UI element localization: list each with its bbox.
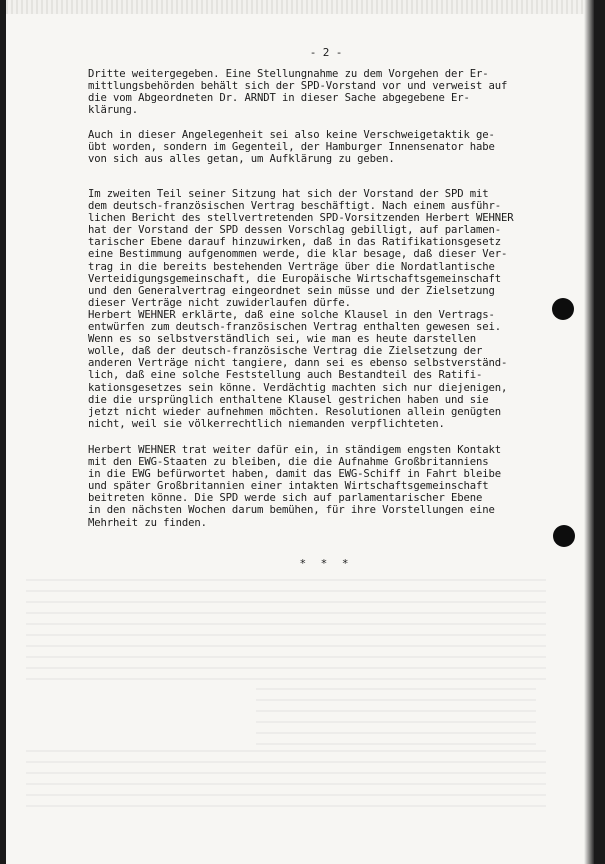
- paragraph: [88, 309, 564, 430]
- text-line: und später Großbritannien einer intakten Wirtschaftsgemeinschaft: [88, 480, 489, 493]
- bleed-through-text: [26, 570, 546, 680]
- page-edge-shadow: [584, 0, 594, 864]
- punch-hole-icon: [552, 298, 574, 320]
- text-line: Auch in dieser Angelegenheit sei also keine Verschweigetaktik ge-: [88, 129, 495, 141]
- text-line: in die EWG befürwortet haben, damit das EWG-Schiff in Fahrt bleibe: [88, 468, 502, 481]
- text-line: beitreten könne. Die SPD werde sich auf parlamentarischer Ebene: [88, 492, 483, 505]
- paragraph: [88, 444, 564, 529]
- text-line: dem deutsch-französischen Vertrag beschäftigt. Nach einem ausführ-: [88, 200, 502, 213]
- document-page: [6, 0, 594, 864]
- text-line: mit den EWG-Staaten zu bleiben, die die Aufnahme Großbritanniens: [88, 456, 489, 469]
- text-line: Mehrheit zu finden.: [88, 516, 207, 529]
- text-line: übt worden, sondern im Gegenteil, der Hamburger Innensenator habe: [88, 141, 495, 154]
- text-line: Herbert WEHNER trat weiter dafür ein, in ständigem engsten Kontakt: [88, 444, 502, 456]
- text-line: nicht, weil sie völkerrechtlich niemanden verpflichteten.: [88, 417, 445, 430]
- text-line: wolle, daß der deutsch-französische Vertrag die Zielsetzung der: [88, 345, 483, 358]
- page-number: - 2 -: [309, 46, 343, 59]
- paragraph: [88, 129, 564, 165]
- text-line: kationsgesetzes sein könne. Verdächtig machten sich nur diejenigen,: [88, 381, 508, 394]
- text-line: dieser Verträge nicht zuwiderlaufen dürfe.: [88, 296, 351, 309]
- text-line: Herbert WEHNER erklärte, daß eine solche Klausel in den Vertrags-: [88, 309, 495, 321]
- text-line: Verteidigungsgemeinschaft, die Europäische Wirtschaftsgemeinschaft: [88, 272, 502, 285]
- text-line: lich, daß eine solche Feststellung auch Bestandteil des Ratifi-: [88, 369, 483, 382]
- text-line: die die ursprünglich enthaltene Klausel gestrichen haben und sie: [88, 393, 489, 406]
- bleed-through-text: [26, 742, 546, 807]
- text-line: die vom Abgeordneten Dr. ARNDT in dieser Sache abgegebene Er-: [88, 92, 470, 105]
- text-line: mittlungsbehörden behält sich der SPD-Vorstand vor und verweist auf: [88, 80, 508, 93]
- text-line: lichen Bericht des stellvertretenden SPD-Vorsitzenden Herbert WEHNER: [88, 212, 514, 225]
- text-line: entwürfen zum deutsch-französischen Vertrag enthalten gewesen sei.: [88, 321, 502, 334]
- text-line: tarischer Ebene darauf hinzuwirken, daß in das Ratifikationsgesetz: [88, 236, 502, 249]
- section-separator: * * *: [299, 557, 353, 570]
- text-line: Im zweiten Teil seiner Sitzung hat sich der Vorstand der SPD mit: [88, 188, 489, 200]
- text-line: anderen Verträge nicht tangiere, dann sei es ebenso selbstverständ-: [88, 357, 508, 370]
- paragraph: [88, 68, 564, 116]
- punch-hole-icon: [553, 525, 575, 547]
- text-line: eine Bestimmung aufgenommen werde, die klar besage, daß dieser Ver-: [88, 248, 508, 261]
- text-line: und den Generalvertrag eingeordnet sein müsse und der Zielsetzung: [88, 284, 495, 297]
- paragraph: [88, 188, 564, 309]
- text-line: klärung.: [88, 104, 139, 117]
- text-line: von sich aus alles getan, um Aufklärung zu geben.: [88, 153, 395, 166]
- text-line: Dritte weitergegeben. Eine Stellungnahme zu dem Vorgehen der Er-: [88, 68, 489, 80]
- text-line: Wenn es so selbstverständlich sei, wie man es heute darstellen: [88, 333, 476, 346]
- bleed-through-text: [256, 685, 536, 745]
- text-line: trag in die bereits bestehenden Verträge über die Nordatlantische: [88, 260, 495, 273]
- text-line: hat der Vorstand der SPD dessen Vorschlag gebilligt, auf parlamen-: [88, 224, 502, 237]
- text-line: jetzt nicht wieder aufnehmen möchten. Resolutionen allein genügten: [88, 405, 502, 418]
- text-line: in den nächsten Wochen darum bemühen, für ihre Vorstellungen eine: [88, 504, 495, 517]
